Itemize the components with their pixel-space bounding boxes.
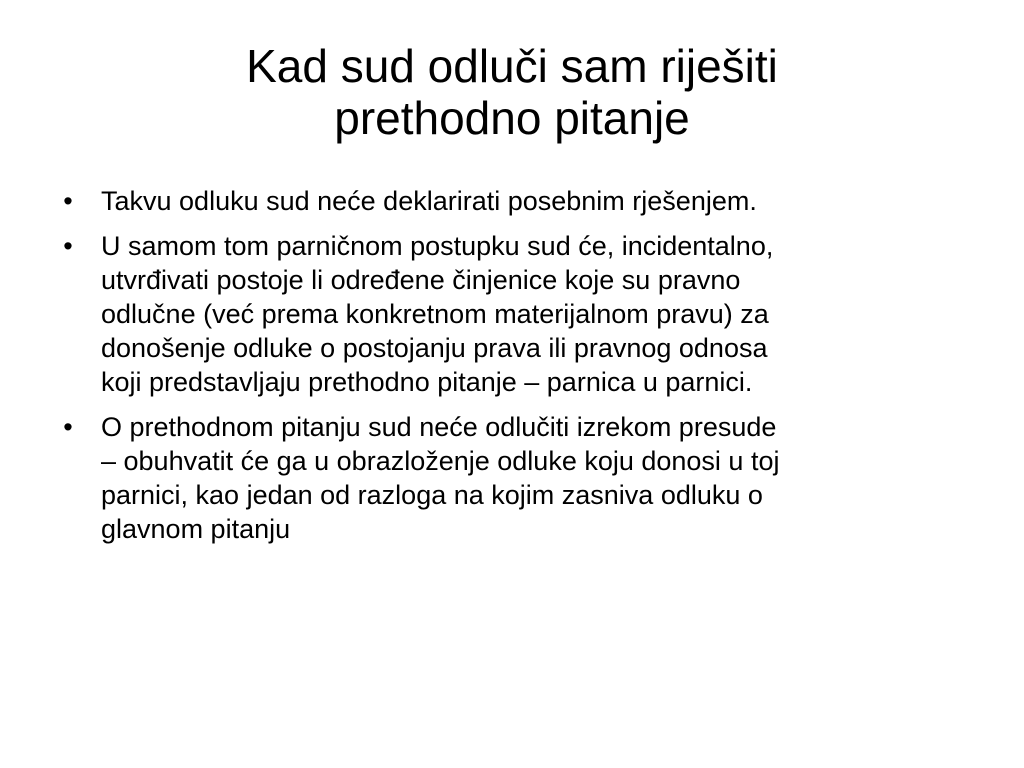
bullet-text-1: Takvu odluku sud neće deklarirati posebnim rješenjem. [101, 186, 757, 216]
slide-title [80, 40, 944, 144]
slide-title-line-1: Kad sud odluči sam riješiti [246, 40, 778, 92]
bullet-list [58, 184, 978, 557]
bullet-item-1 [58, 184, 978, 218]
bullet-point-icon: • [63, 186, 73, 216]
bullet-text-2: U samom tom parničnom postupku sud će, incidentalno, utvrđivati postoje li određene činjenice koje su pravno odlučne (već prema konkretnom materijalnom pravu) za donošenje odluke o postojanju prava ili pravnog odnosa koji predstavljaju prethodno pitanje – parnica u parnici. [101, 231, 774, 397]
slide-title-line-2: prethodno pitanje [334, 92, 690, 144]
bullet-point-icon: • [63, 412, 73, 442]
bullet-text-3: O prethodnom pitanju sud neće odlučiti izrekom presude – obuhvatit će ga u obrazloženje odluke koju donosi u toj parnici, kao jedan od razloga na kojim zasniva odluku o glavnom pitanju [101, 412, 780, 544]
bullet-item-2 [58, 229, 978, 399]
bullet-item-3 [58, 410, 978, 546]
bullet-point-icon: • [63, 231, 73, 261]
